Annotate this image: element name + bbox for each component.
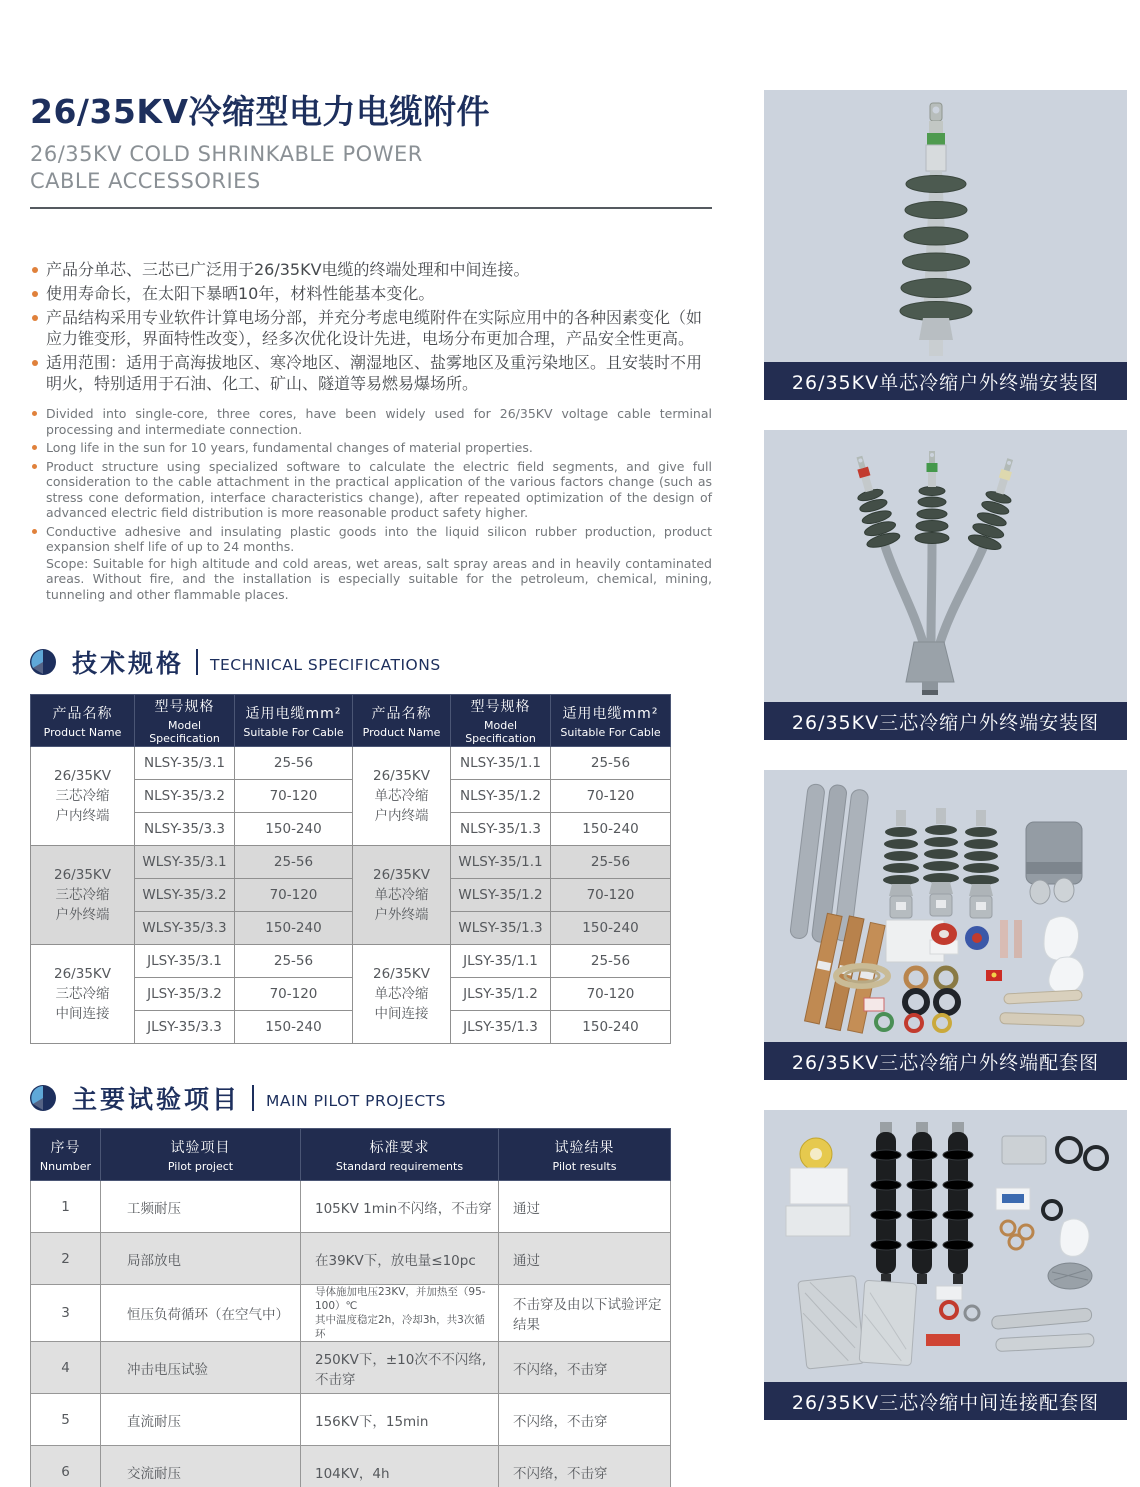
spec-row [31,747,671,780]
cable-range-cell: 25-56 [551,747,671,780]
pilot-row [31,1233,671,1285]
breakout-boot-part [1026,822,1082,904]
standard-cell: 250KV下，±10次不不闪络,不击穿 [301,1342,499,1394]
project-cell: 工频耐压 [101,1181,301,1233]
bullet-icon [32,445,37,450]
pilot-row [31,1342,671,1394]
header-divider [30,207,712,209]
row-number-cell: 3 [31,1285,101,1342]
model-cell: JLSY-35/1.2 [451,978,551,1011]
standard-line: 其中温度稳定2h，冷却3h，共3次循环 [315,1314,485,1340]
en-feature-list [30,406,712,602]
standard-cell: 104KV，4h [301,1446,499,1487]
outdoor-terminal-kit-illustration [764,770,1127,1042]
list-item [30,259,712,280]
project-cell: 交流耐压 [101,1446,301,1487]
section-title-divider [196,649,198,675]
cn-feature-list [30,259,712,394]
row-number-cell: 2 [31,1233,101,1285]
model-cell: NLSY-35/1.2 [451,780,551,813]
bullet-icon [32,529,37,534]
section-title-en: MAIN PILOT PROJECTS [266,1092,446,1110]
model-cell: NLSY-35/1.1 [451,747,551,780]
technical-specifications-table [30,694,671,1044]
cable-range-cell: 70-120 [235,780,353,813]
product-photo [764,770,1127,1042]
cable-range-cell: 70-120 [235,879,353,912]
result-cell: 不闪络，不击穿 [499,1342,671,1394]
model-cell: WLSY-35/3.3 [135,912,235,945]
section-header-pilot [30,1080,712,1116]
section-title-cn: 技术规格 [72,649,185,678]
subtitle-line-2: CABLE ACCESSORIES [30,169,261,193]
column-header: 试验项目 Pilot project [101,1129,301,1181]
list-item [30,283,712,304]
page-subtitle [30,141,712,195]
section-title-cn: 主要试验项目 [72,1085,241,1114]
result-cell: 通过 [499,1233,671,1285]
model-cell: NLSY-35/3.1 [135,747,235,780]
model-cell: WLSY-35/1.2 [451,879,551,912]
model-cell: JLSY-35/1.3 [451,1011,551,1044]
product-name-cell: 26/35KV 单芯冷缩 中间连接 [353,945,451,1044]
cable-range-cell: 70-120 [235,978,353,1011]
section-bullet-icon [30,1085,56,1111]
list-item-text: Long life in the sun for 10 years, fundamental changes of material properties. [46,440,533,455]
pilot-row [31,1181,671,1233]
model-cell: NLSY-35/3.3 [135,813,235,846]
list-item-text: Product structure using specialized software to calculate the electric field segments, and give full consideration to the cable attachment in the practical application of the various factors change (such as stress cone deformation, interface characteristics change), after repeated optimization of the design of advanced electric field distribution is more reasonable product safety higher. [46,458,712,520]
mesh-bundle [1048,1263,1092,1289]
spec-header-row [31,695,671,747]
scope-paragraph: Scope: Suitable for high altitude and cold areas, wet areas, salt spray areas and in heavily contaminated areas. Without fire, and the installation is especially suitable for the petroleum, chemical, mining, tunneling and other flammable places. [46,555,712,602]
cable-range-cell: 70-120 [551,978,671,1011]
list-item [30,459,712,521]
model-cell: WLSY-35/1.1 [451,846,551,879]
model-cell: NLSY-35/1.3 [451,813,551,846]
cable-range-cell: 150-240 [551,1011,671,1044]
model-cell: WLSY-35/3.1 [135,846,235,879]
model-cell: WLSY-35/1.3 [451,912,551,945]
column-header: 标准要求 Standard requirements [301,1129,499,1181]
gloves [1060,1219,1089,1256]
row-number-cell: 4 [31,1342,101,1394]
project-cell: 局部放电 [101,1233,301,1285]
section-title-en: TECHNICAL SPECIFICATIONS [210,656,441,674]
list-item-text: 适用范围：适用于高海拔地区、寒冷地区、潮湿地区、盐雾地区及重污染地区。且安装时不用明火，特别适用于石油、化工、矿山、隧道等易燃易爆场所。 [46,353,703,393]
figure-card [764,1110,1127,1420]
result-cell: 不闪络，不击穿 [499,1394,671,1446]
product-photo [764,430,1127,702]
project-cell: 恒压负荷循环（在空气中） [101,1285,301,1342]
product-name-cell: 26/35KV 三芯冷缩 中间连接 [31,945,135,1044]
bullet-icon [32,464,37,469]
standard-line: 导体施加电压23KV，并加热至（95-100）℃ [315,1286,486,1312]
bullet-icon [32,291,38,297]
column-header: 序号 Nnumber [31,1129,101,1181]
list-item-text: 产品结构采用专业软件计算电场分部，并充分考虑电缆附件在实际应用中的各种因素变化（如应力锥变形，界面特性改变），经多次优化设计先进，电场分布更加合理，产品安全性更高。 [46,308,703,348]
cable-range-cell: 25-56 [235,945,353,978]
cable-range-cell: 150-240 [235,813,353,846]
list-item [30,440,712,456]
column-header: 产品名称 Product Name [31,695,135,747]
project-cell: 直流耐压 [101,1394,301,1446]
standard-cell [301,1285,499,1342]
list-item [30,524,712,603]
bullet-icon [32,360,38,366]
pilot-row [31,1394,671,1446]
pilot-projects-table [30,1128,671,1487]
figure-card [764,770,1127,1080]
standard-cell: 156KV下，15min [301,1394,499,1446]
list-item-text: 使用寿命长，在太阳下暴晒10年，材料性能基本变化。 [46,284,435,303]
spec-row [31,846,671,879]
standard-cell: 在39KV下，放电量≤10pc [301,1233,499,1285]
page-title: 26/35KV冷缩型电力电缆附件 [30,92,491,131]
list-item [30,406,712,437]
figure-caption: 26/35KV三芯冷缩户外终端配套图 [764,1042,1127,1080]
model-cell: WLSY-35/3.2 [135,879,235,912]
product-photo [764,1110,1127,1382]
section-header-specs [30,644,712,680]
bullet-icon [32,267,38,273]
result-cell: 不闪络，不击穿 [499,1446,671,1487]
model-cell: JLSY-35/3.1 [135,945,235,978]
product-name-cell: 26/35KV 三芯冷缩 户外终端 [31,846,135,945]
bullet-icon [32,411,37,416]
list-item [30,352,712,394]
figure-card [764,430,1127,740]
product-name-cell: 26/35KV 三芯冷缩 户内终端 [31,747,135,846]
column-header: 适用电缆mm² Suitable For Cable [551,695,671,747]
column-header: 试验结果 Pilot results [499,1129,671,1181]
pilot-row [31,1285,671,1342]
row-number-cell: 1 [31,1181,101,1233]
result-cell: 通过 [499,1181,671,1233]
cable-range-cell: 25-56 [235,846,353,879]
model-cell: NLSY-35/3.2 [135,780,235,813]
cable-range-cell: 70-120 [551,780,671,813]
spec-row [31,945,671,978]
joint-bodies [871,1122,973,1284]
column-header: 产品名称 Product Name [353,695,451,747]
figure-caption: 26/35KV三芯冷缩户外终端安装图 [764,702,1127,740]
pilot-header-row [31,1129,671,1181]
list-item [30,307,712,349]
model-cell: JLSY-35/1.1 [451,945,551,978]
column-header: 型号规格 Model Specification [135,695,235,747]
model-cell: JLSY-35/3.3 [135,1011,235,1044]
single-core-terminal-illustration [764,90,1127,362]
subtitle-line-1: 26/35KV COLD SHRINKABLE POWER [30,142,423,166]
row-number-cell: 5 [31,1394,101,1446]
cable-range-cell: 150-240 [235,1011,353,1044]
product-name-cell: 26/35KV 单芯冷缩 户外终端 [353,846,451,945]
product-photo [764,90,1127,362]
list-item-text: Divided into single-core, three cores, have been widely used for 26/35KV voltage cable terminal processing and intermediate connection. [46,406,712,437]
list-item-text: Conductive adhesive and insulating plastic goods into the liquid silicon rubber production, product expansion shelf life of up to 24 months. [46,523,712,554]
row-number-cell: 6 [31,1446,101,1487]
column-header: 型号规格 Model Specification [451,695,551,747]
section-title-divider [252,1085,254,1111]
standard-cell: 105KV 1min不闪络，不击穿 [301,1181,499,1233]
intermediate-connection-kit-illustration [764,1110,1127,1382]
cable-range-cell: 25-56 [235,747,353,780]
cable-range-cell: 150-240 [235,912,353,945]
model-cell: JLSY-35/3.2 [135,978,235,1011]
foil-bags [798,1276,917,1370]
figure-caption: 26/35KV单芯冷缩户外终端安装图 [764,362,1127,400]
column-header: 适用电缆mm² Suitable For Cable [235,695,353,747]
result-cell: 不击穿及由以下试验评定结果 [499,1285,671,1342]
cable-range-cell: 25-56 [551,945,671,978]
project-cell: 冲击电压试验 [101,1342,301,1394]
bullet-icon [32,315,38,321]
figure-card [764,90,1127,400]
cable-range-cell: 70-120 [551,879,671,912]
figure-caption: 26/35KV三芯冷缩中间连接配套图 [764,1382,1127,1420]
three-core-terminal-illustration [764,430,1127,702]
list-item-text: 产品分单芯、三芯已广泛用于26/35KV电缆的终端处理和中间连接。 [46,260,530,279]
cable-range-cell: 150-240 [551,813,671,846]
figure-column [764,90,1127,1450]
cable-range-cell: 25-56 [551,846,671,879]
left-column [30,86,712,1487]
product-name-cell: 26/35KV 单芯冷缩 户内终端 [353,747,451,846]
pilot-row [31,1446,671,1487]
cable-range-cell: 150-240 [551,912,671,945]
section-bullet-icon [30,649,56,675]
